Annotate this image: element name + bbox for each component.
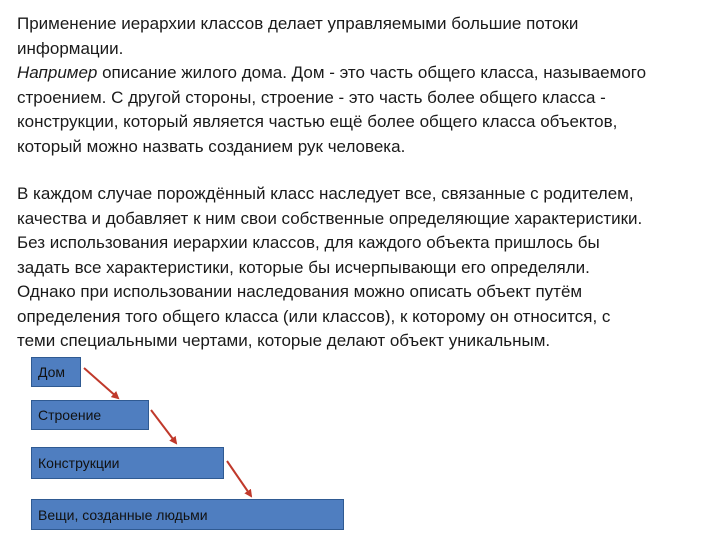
text-line: задать все характеристики, которые бы исчерпывающи его определяли. [17,257,590,277]
arrow-dom-to-building [84,368,118,398]
arrow-construction-to-things [227,461,251,496]
paragraph-inheritance [17,182,717,354]
text-line: определения того общего класса (или классов), к которому он относится, с [17,306,611,326]
text-line: Без использования иерархии классов, для каждого объекта пришлось бы [17,233,600,252]
text-line: Применение иерархии классов делает управляемыми большие потоки [17,14,579,33]
text-line: качества и добавляет к ним свои собственные определяющие характеристики. [17,208,643,228]
text-line: строением. С другой стороны, строение - это часть более общего класса - [17,87,606,107]
text-line: теми специальными чертами, которые делают объект уникальным. [17,331,551,350]
hierarchy-box-label: Строение [38,407,102,423]
hierarchy-box-label: Дом [38,364,66,380]
hierarchy-box-dom [31,357,81,387]
hierarchy-box-label: Конструкции [38,455,120,471]
paragraph-intro [17,12,717,159]
text-line: В каждом случае порождённый класс наследует все, связанные с родителем, [17,184,634,203]
text-line-rest: описание жилого дома. Дом - это часть общего класса, называемого [97,63,647,82]
hierarchy-box-construction [31,447,224,479]
text-line [17,61,717,86]
text-line: информации. [17,38,124,58]
arrow-building-to-construction [151,410,176,443]
text-line: Однако при использовании наследования можно описать объект путём [17,282,583,301]
text-line: конструкции, который является частью ещё более общего класса объектов, [17,112,618,131]
hierarchy-box-human-made-things [31,499,344,530]
hierarchy-box-building [31,400,149,430]
emphasis-example: Например [17,63,98,82]
text-line: который можно назвать созданием рук человека. [17,136,406,156]
hierarchy-box-label: Вещи, созданные людьми [38,506,208,523]
